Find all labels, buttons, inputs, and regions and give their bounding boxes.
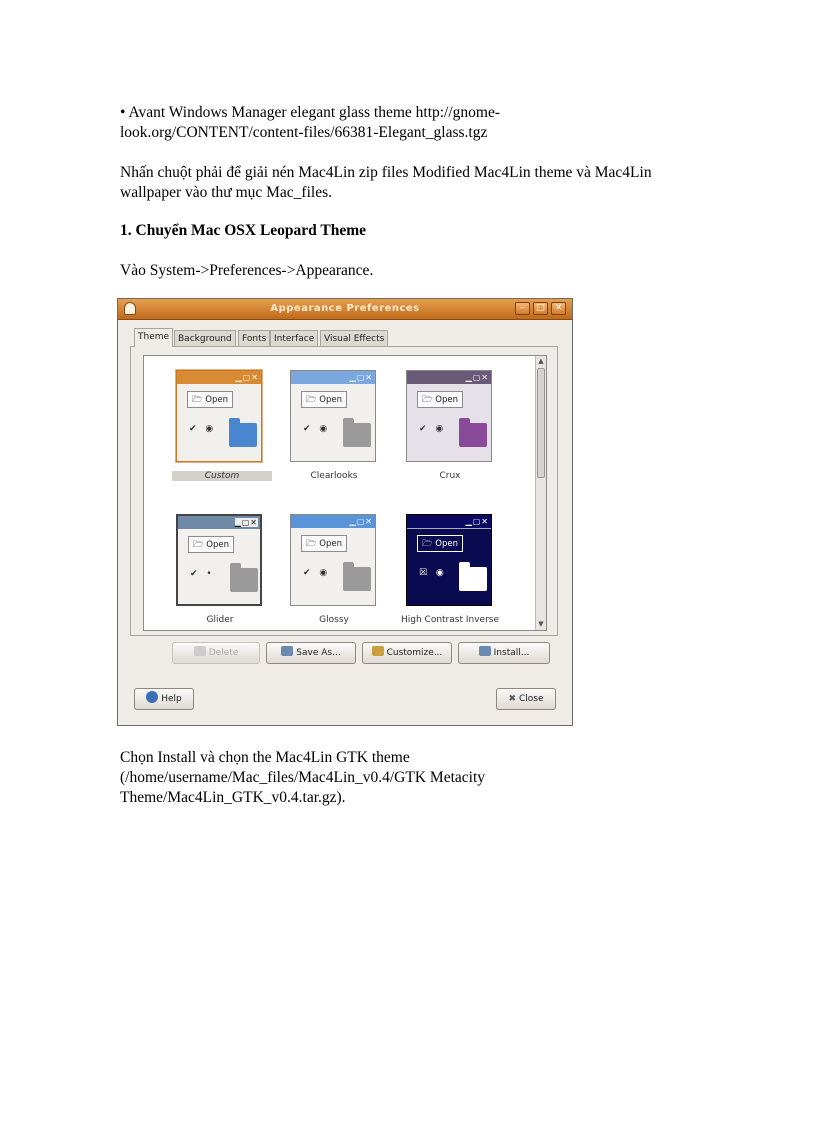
preview-check-radio-icon: ✔ ◉ — [419, 424, 447, 434]
preview-check-radio-icon: ✔ ◉ — [303, 424, 331, 434]
theme-name: Glossy — [319, 615, 349, 625]
theme-item[interactable] — [400, 510, 500, 625]
preview-check-radio-icon: ✔ ◉ — [189, 424, 217, 434]
close-x-icon: ✖ — [508, 694, 516, 704]
install-button[interactable] — [458, 642, 550, 664]
paragraph-install-line-2: (/home/username/Mac_files/Mac4Lin_v0.4/GTK Metacity — [120, 769, 486, 786]
window-title: Appearance Preferences — [270, 303, 420, 314]
preview-titlebar — [407, 515, 491, 529]
theme-preview — [176, 514, 262, 606]
bullet-line-1: • Avant Windows Manager elegant glass theme http://gnome- — [120, 104, 501, 121]
close-label: Close — [519, 694, 544, 704]
save-as-label: Save As... — [296, 648, 341, 658]
preview-open-label: Open — [435, 539, 458, 549]
save-as-button[interactable] — [266, 642, 356, 664]
customize-label: Customize... — [386, 648, 443, 658]
maximize-icon[interactable]: □ — [533, 302, 548, 315]
preview-check-radio-icon: ✔ ◉ — [303, 568, 331, 578]
scroll-down-icon[interactable]: ▼ — [538, 620, 544, 628]
paragraph-install-line-1: Chọn Install và chọn the Mac4Lin GTK theme — [120, 749, 410, 766]
minimize-icon[interactable]: – — [515, 302, 530, 315]
theme-preview — [176, 370, 262, 462]
folder-icon — [343, 423, 371, 447]
theme-preview — [406, 514, 492, 606]
theme-name: Clearlooks — [310, 471, 358, 481]
delete-label: Delete — [208, 648, 239, 658]
help-label: Help — [161, 694, 182, 704]
theme-name: Custom — [172, 471, 272, 481]
folder-icon — [230, 568, 258, 592]
preview-check-radio-icon: ☒ ◉ — [419, 568, 447, 578]
preview-open-label: Open — [205, 395, 228, 405]
paragraph-path: Vào System->Preferences->Appearance. — [120, 262, 374, 279]
install-label: Install... — [493, 648, 530, 658]
folder-icon — [459, 423, 487, 447]
preview-window-buttons-icon: ▁▢✕ — [349, 373, 373, 382]
theme-name: High Contrast Inverse — [400, 615, 499, 625]
preview-window-buttons-icon: ▁▢✕ — [465, 373, 489, 382]
preview-titlebar — [291, 371, 375, 384]
preview-check-radio-icon: ✔ • — [190, 569, 215, 579]
preview-window-buttons-icon: ▁▢✕ — [234, 518, 258, 527]
window-titlebar — [118, 299, 572, 320]
help-button[interactable] — [134, 688, 194, 710]
preview-window-buttons-icon: ▁▢✕ — [235, 373, 259, 382]
preview-open-button: 🗁 Open — [188, 536, 234, 553]
folder-icon — [343, 567, 371, 591]
folder-icon — [459, 567, 487, 591]
scrollbar-thumb[interactable] — [537, 368, 545, 478]
folder-icon — [229, 423, 257, 447]
theme-item[interactable] — [284, 510, 384, 625]
theme-item[interactable] — [284, 366, 384, 481]
scroll-up-icon[interactable]: ▲ — [538, 357, 544, 365]
install-icon — [479, 646, 491, 656]
delete-icon — [194, 646, 206, 656]
save-as-icon — [281, 646, 293, 656]
customize-icon — [372, 646, 384, 656]
theme-panel — [130, 346, 558, 636]
theme-item[interactable] — [170, 510, 270, 625]
preview-open-label: Open — [435, 395, 458, 405]
tab-interface[interactable]: Interface — [270, 330, 318, 346]
close-icon[interactable]: ✕ — [551, 302, 566, 315]
delete-button[interactable] — [172, 642, 260, 664]
theme-item[interactable] — [170, 366, 270, 481]
bullet-line-2: look.org/CONTENT/content-files/66381-Elegant_glass.tgz — [120, 124, 488, 141]
section-heading: 1. Chuyển Mac OSX Leopard Theme — [120, 222, 367, 239]
tab-theme[interactable]: Theme — [134, 328, 173, 347]
preview-open-label: Open — [319, 539, 342, 549]
customize-button[interactable] — [362, 642, 452, 664]
theme-preview — [406, 370, 492, 462]
theme-name: Glider — [206, 615, 234, 625]
preview-open-button: 🗁 Open — [187, 391, 233, 408]
preview-titlebar — [178, 516, 260, 529]
appearance-preferences-window — [117, 298, 573, 726]
tab-background[interactable]: Background — [174, 330, 236, 346]
theme-preview — [290, 370, 376, 462]
theme-name: Crux — [439, 471, 461, 481]
close-button[interactable] — [496, 688, 556, 710]
theme-icon-view — [143, 355, 547, 631]
preview-titlebar — [291, 515, 375, 528]
vertical-scrollbar[interactable] — [535, 356, 546, 630]
theme-item[interactable] — [400, 366, 500, 481]
preview-window-buttons-icon: ▁▢✕ — [349, 517, 373, 526]
tab-visual-effects[interactable]: Visual Effects — [320, 330, 388, 346]
preview-open-button: 🗁 Open — [301, 535, 347, 552]
help-icon — [146, 691, 158, 703]
tab-fonts[interactable]: Fonts — [238, 330, 270, 346]
preview-titlebar — [177, 371, 261, 384]
paragraph-install-line-3: Theme/Mac4Lin_GTK_v0.4.tar.gz). — [120, 789, 346, 806]
preview-open-button: 🗁 Open — [417, 535, 463, 552]
preview-open-label: Open — [206, 540, 229, 550]
theme-preview — [290, 514, 376, 606]
preview-titlebar — [407, 371, 491, 384]
preview-open-button: 🗁 Open — [301, 391, 347, 408]
paragraph-extract-line-1: Nhấn chuột phải để giải nén Mac4Lin zip files Modified Mac4Lin theme và Mac4Lin — [120, 164, 652, 181]
paragraph-extract-line-2: wallpaper vào thư mục Mac_files. — [120, 184, 332, 201]
preview-window-buttons-icon: ▁▢✕ — [465, 517, 489, 526]
preview-open-label: Open — [319, 395, 342, 405]
preview-open-button: 🗁 Open — [417, 391, 463, 408]
